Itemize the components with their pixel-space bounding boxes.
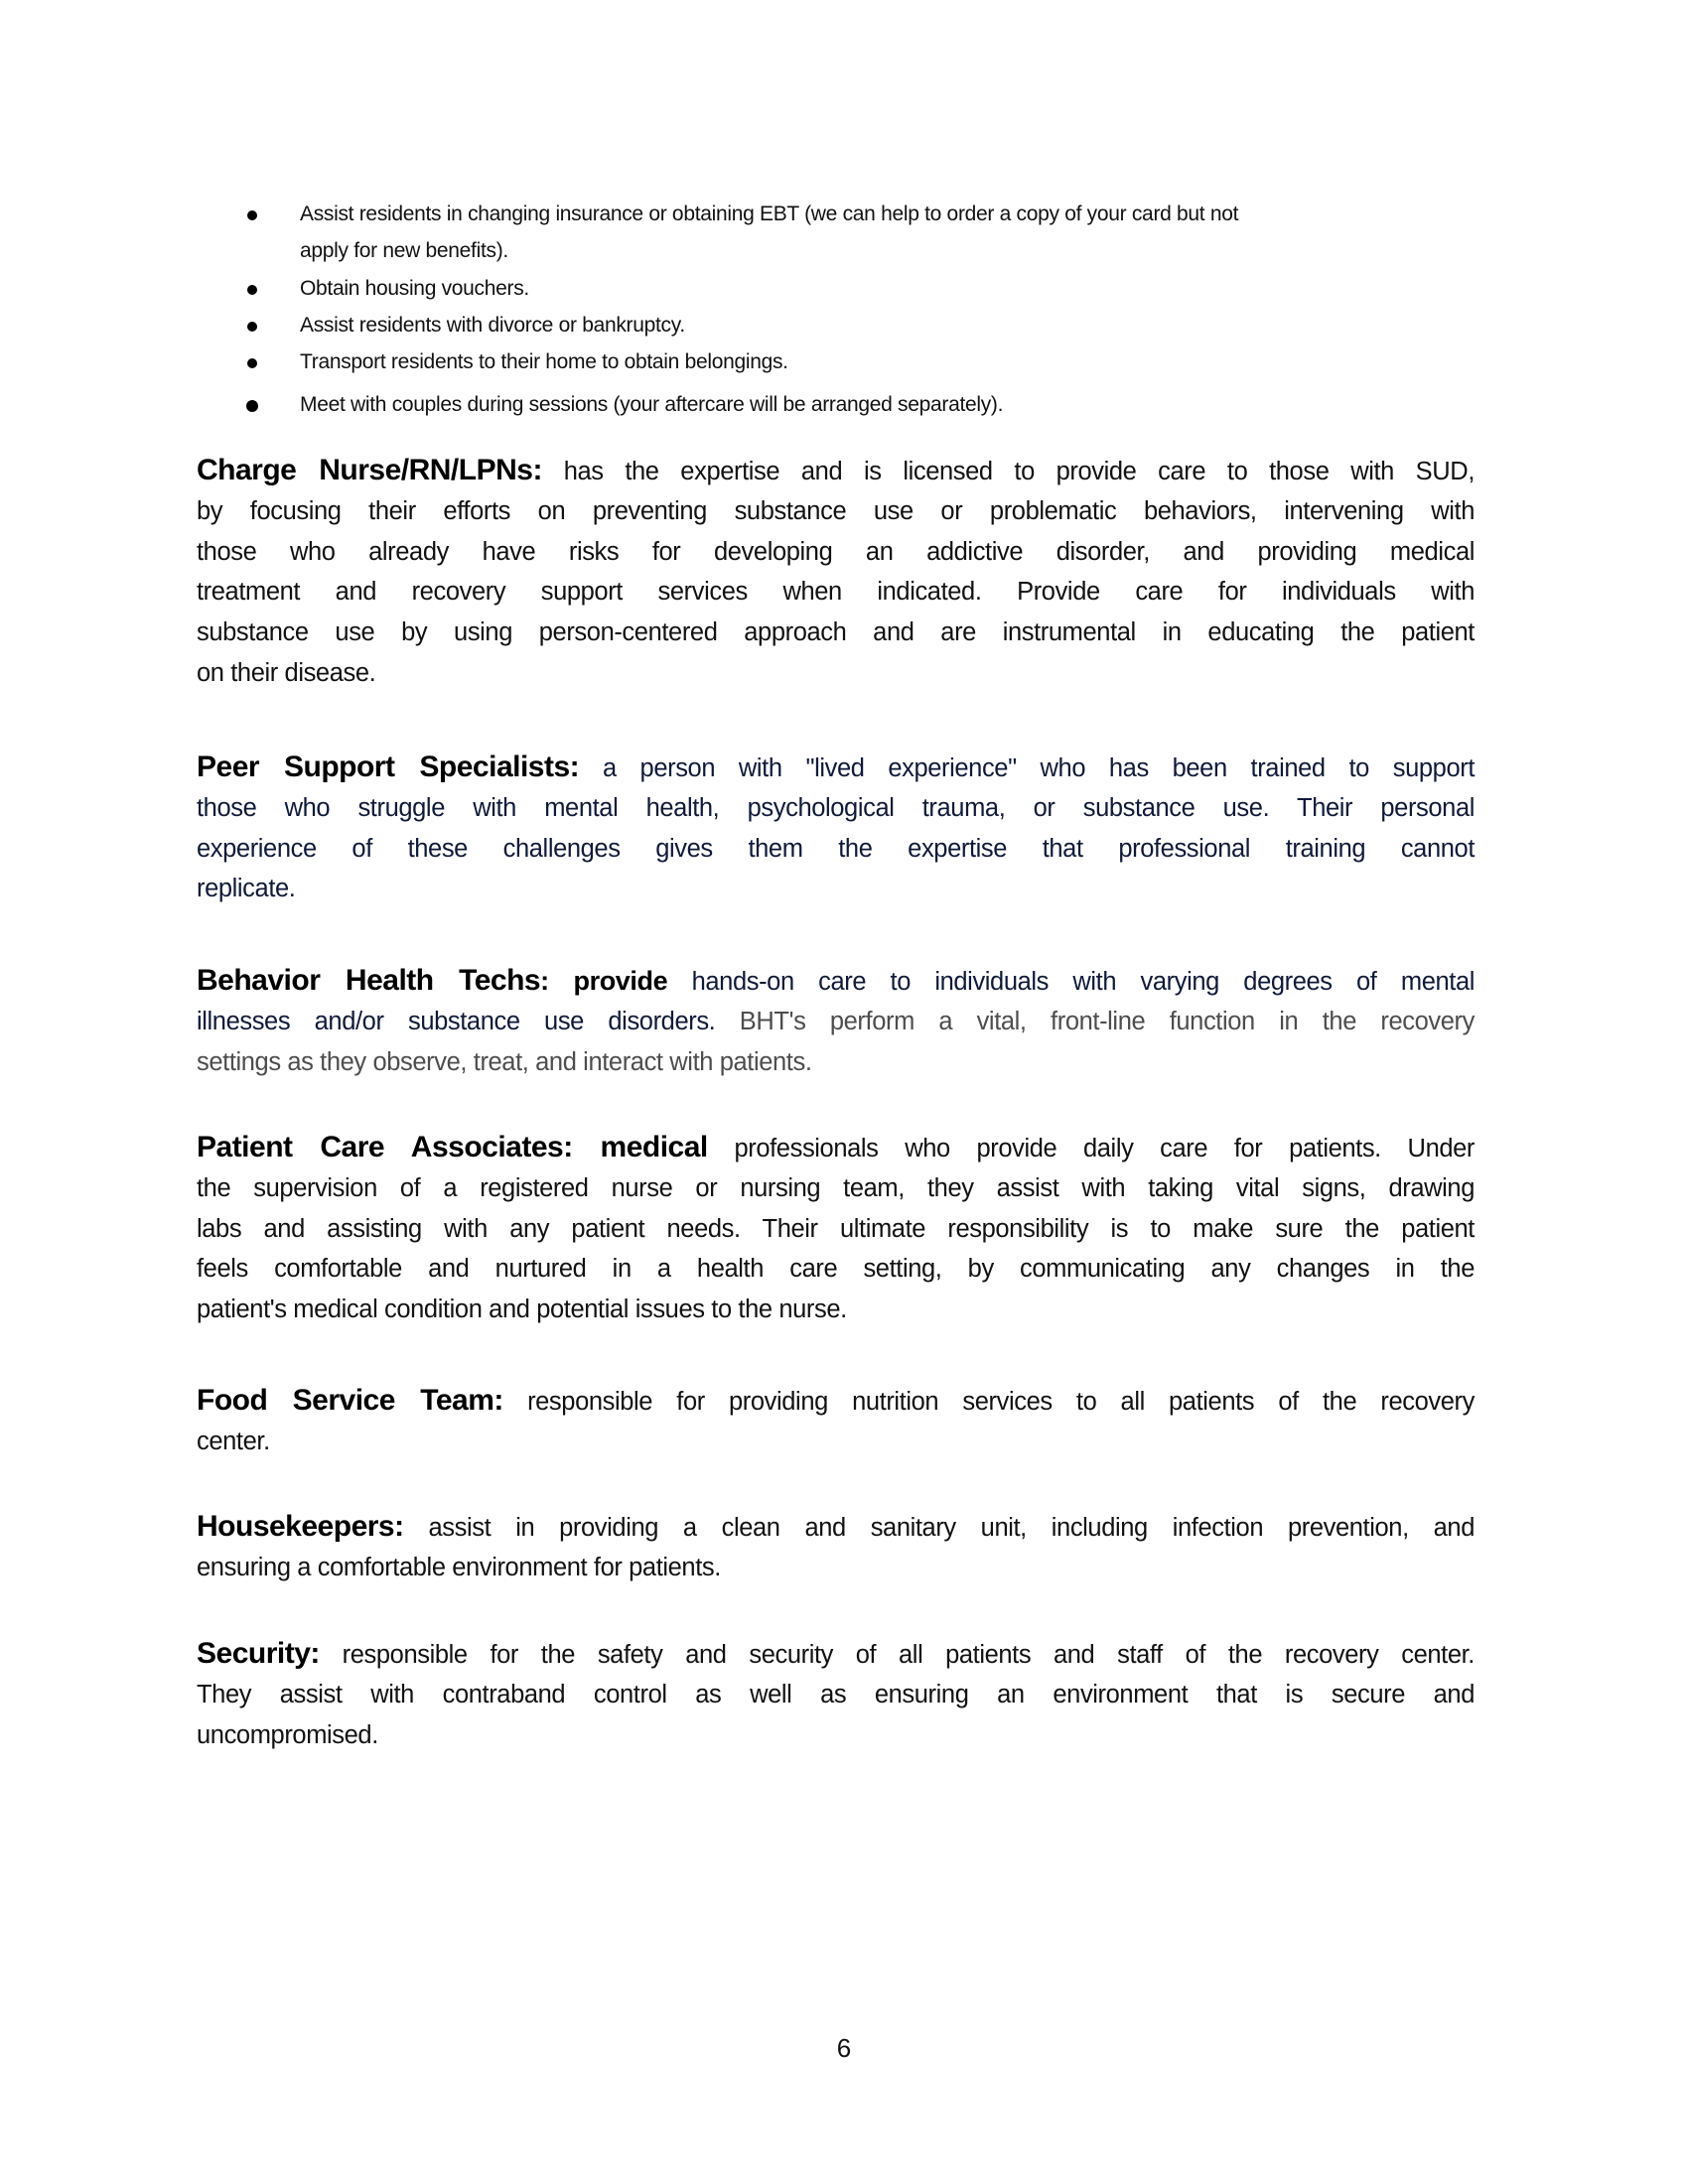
bullet-item-text: Assist residents in changing insurance or obtaining EBT (we can help to order a copy of your card but not [300,203,1239,225]
bullet-icon [247,210,257,220]
section-heading: Charge Nurse/RN/LPNs: [197,454,542,486]
section-heading: Peer Support Specialists: [197,751,580,783]
section-heading: Behavior Health Techs [197,964,541,997]
section-text: experience of these challenges gives them the expertise that professional training cannot [197,835,1475,863]
section-text: illnesses and/or substance use disorders. [197,1008,716,1035]
section-text: ensuring a comfortable environment for patients. [197,1554,721,1581]
section-text: those who struggle with mental health, psychological trauma, or substance use. Their personal [197,794,1475,822]
bullet-icon [247,322,257,332]
section-text: hands-on care to individuals with varying degrees of mental [691,968,1476,996]
section-text: responsible for the safety and security of all patients and staff of the recovery center. [342,1641,1475,1669]
bullet-item-text: Assist residents with divorce or bankruptcy. [300,314,685,337]
section-text: patient's medical condition and potential issues to the nurse. [197,1296,847,1323]
section-text: professionals who provide daily care for patients. Under [734,1135,1476,1162]
page-number: 6 [836,2033,852,2063]
section-text: has the expertise and is licensed to provide care to those with SUD, [563,458,1476,485]
section-text-gray: BHT's perform a vital, front-line function in the recovery [715,1008,1475,1035]
bullet-icon [247,358,257,368]
section-text: treatment and recovery support services when indicated. Provide care for individuals with [197,578,1475,606]
bullet-item-text: Transport residents to their home to obtain belongings. [300,350,788,373]
section-text: assist in providing a clean and sanitary unit, including infection prevention, and [428,1514,1475,1542]
section-heading: Security: [197,1637,320,1670]
section-text: uncompromised. [197,1721,378,1749]
section-text: replicate. [197,875,296,902]
section-text: labs and assisting with any patient needs. Their ultimate responsibility is to make sure the patient [197,1215,1475,1243]
section-text: a person with "lived experience" who has been trained to support [602,754,1476,782]
bullet-item-text: Meet with couples during sessions (your aftercare will be arranged separately). [300,393,1004,416]
bullet-item-text: apply for new benefits). [300,239,508,262]
section-text: substance use by using person-centered approach and are instrumental in educating the patient [197,618,1475,646]
bullet-item-text: Obtain housing vouchers. [300,277,529,300]
section-text-gray: settings as they observe, treat, and interact with patients. [197,1048,812,1076]
section-text: They assist with contraband control as well as ensuring an environment that is secure and [197,1681,1475,1708]
section-text: responsible for providing nutrition services to all patients of the recovery [527,1388,1475,1416]
section-heading: Housekeepers: [197,1510,404,1543]
section-heading: Food Service Team: [197,1384,503,1417]
bullet-icon [246,400,258,412]
section-heading-suffix: : provide [540,966,668,996]
section-text: the supervision of a registered nurse or nursing team, they assist with taking vital signs, drawing [197,1174,1475,1202]
bullet-icon [247,285,257,295]
section-text: by focusing their efforts on preventing substance use or problematic behaviors, intervening with [197,497,1475,525]
section-text: on their disease. [197,659,376,687]
section-text: center. [197,1428,270,1455]
section-text: feels comfortable and nurtured in a health care setting, by communicating any changes in the [197,1255,1475,1283]
section-heading: Patient Care Associates: medical [197,1131,708,1163]
section-text: those who already have risks for developing an addictive disorder, and providing medical [197,538,1475,566]
